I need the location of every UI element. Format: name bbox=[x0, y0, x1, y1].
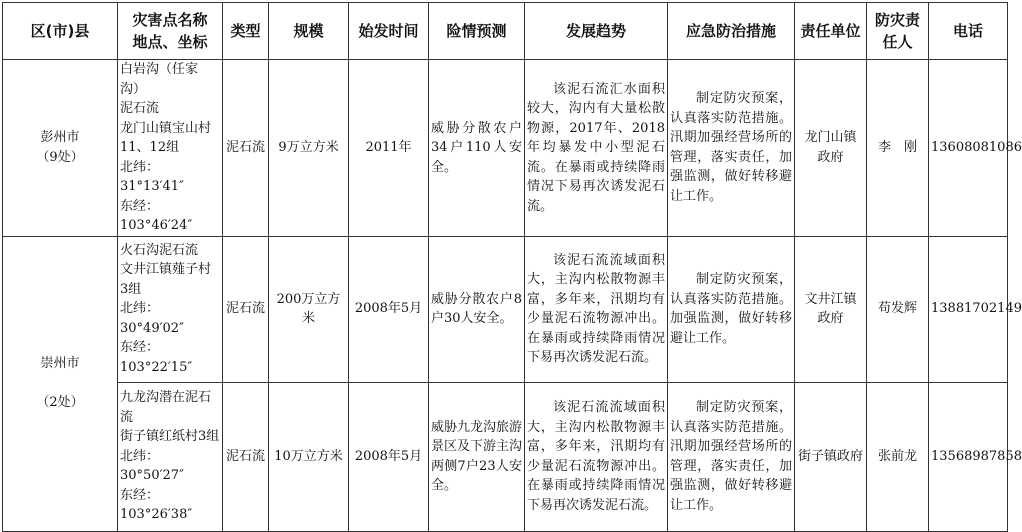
header-row bbox=[3, 3, 1008, 60]
cell-person: 张前龙 bbox=[867, 382, 929, 531]
cell-name-location: 九龙沟潜在泥石流 街子镇红纸村3组 北纬：30°50′27″ 东经：103°26′38″ bbox=[118, 382, 223, 531]
header-scale: 规模 bbox=[269, 3, 349, 60]
header-trend: 发展趋势 bbox=[525, 3, 668, 60]
cell-person: 苟发辉 bbox=[867, 236, 929, 382]
cell-type: 泥石流 bbox=[223, 236, 269, 382]
cell-measures: 制定防灾预案，认真落实防范措施。加强监测，做好转移避让工作。 bbox=[668, 236, 795, 382]
cell-name-location: 白岩沟（任家沟） 泥石流 龙门山镇宝山村 11、12组 北纬：31°13′41″ 东经：103°46′24″ bbox=[118, 60, 223, 237]
cell-unit: 街子镇政府 bbox=[795, 382, 867, 531]
disaster-table bbox=[2, 2, 1022, 532]
cell-phone: 13608081086 bbox=[929, 60, 1008, 237]
header-type: 类型 bbox=[223, 3, 269, 60]
cell-county: 彭州市 （9处） bbox=[3, 60, 118, 237]
cell-risk-forecast: 威胁分散农户8户30人安全。 bbox=[429, 236, 525, 382]
cell-start-time: 2011年 bbox=[349, 60, 429, 237]
cell-trend: 该泥石流流域面积大，主沟内松散物源丰富，多年来，汛期均有少量泥石流物源冲出。在暴雨或持续降雨情况下易再次诱发泥石流。 bbox=[525, 382, 668, 531]
cell-scale: 200万立方米 bbox=[269, 236, 349, 382]
header-person: 防灾责 任人 bbox=[867, 3, 929, 60]
table-row bbox=[3, 60, 1008, 237]
cell-unit: 龙门山镇 政府 bbox=[795, 60, 867, 237]
header-county: 区(市)县 bbox=[3, 3, 118, 60]
cell-county: 崇州市 （2处） bbox=[3, 236, 118, 531]
cell-measures: 制定防灾预案，认真落实防范措施。汛期加强经营场所的管理，落实责任，加强监测，做好转移避让工作。 bbox=[668, 60, 795, 237]
cell-type: 泥石流 bbox=[223, 60, 269, 237]
cell-start-time: 2008年5月 bbox=[349, 382, 429, 531]
cell-risk-forecast: 威胁分散农户34户110人安全。 bbox=[429, 60, 525, 237]
cell-scale: 9万立方米 bbox=[269, 60, 349, 237]
cell-phone: 13568987858 bbox=[929, 382, 1008, 531]
header-phone: 电话 bbox=[929, 3, 1008, 60]
cell-person: 李 刚 bbox=[867, 60, 929, 237]
cell-name-location: 火石沟泥石流 文井江镇薤子村 3组 北纬：30°49′02″ 东经：103°22′15″ bbox=[118, 236, 223, 382]
header-measures: 应急防治措施 bbox=[668, 3, 795, 60]
header-start-time: 始发时间 bbox=[349, 3, 429, 60]
cell-scale: 10万立方米 bbox=[269, 382, 349, 531]
table-row bbox=[3, 236, 1008, 382]
cell-start-time: 2008年5月 bbox=[349, 236, 429, 382]
table-row bbox=[3, 382, 1008, 531]
cell-trend: 该泥石流流域面积大，主沟内松散物源丰富，多年来，汛期均有少量泥石流物源冲出。在暴雨或持续降雨情况下易再次诱发泥石流。 bbox=[525, 236, 668, 382]
header-risk-forecast: 险情预测 bbox=[429, 3, 525, 60]
cell-unit: 文井江镇 政府 bbox=[795, 236, 867, 382]
header-name-location: 灾害点名称 地点、坐标 bbox=[118, 3, 223, 60]
cell-phone: 13881702149 bbox=[929, 236, 1008, 382]
cell-trend: 该泥石流汇水面积较大，沟内有大量松散物源，2017年、2018年均暴发中小型泥石流。在暴雨或持续降雨情况下易再次诱发泥石流。 bbox=[525, 60, 668, 237]
cell-measures: 制定防灾预案，认真落实防范措施。汛期加强经营场所的管理，落实责任，加强监测，做好转移避让工作。 bbox=[668, 382, 795, 531]
cell-risk-forecast: 威胁九龙沟旅游景区及下游主沟两侧7户23人安全。 bbox=[429, 382, 525, 531]
cell-type: 泥石流 bbox=[223, 382, 269, 531]
header-unit: 责任单位 bbox=[795, 3, 867, 60]
